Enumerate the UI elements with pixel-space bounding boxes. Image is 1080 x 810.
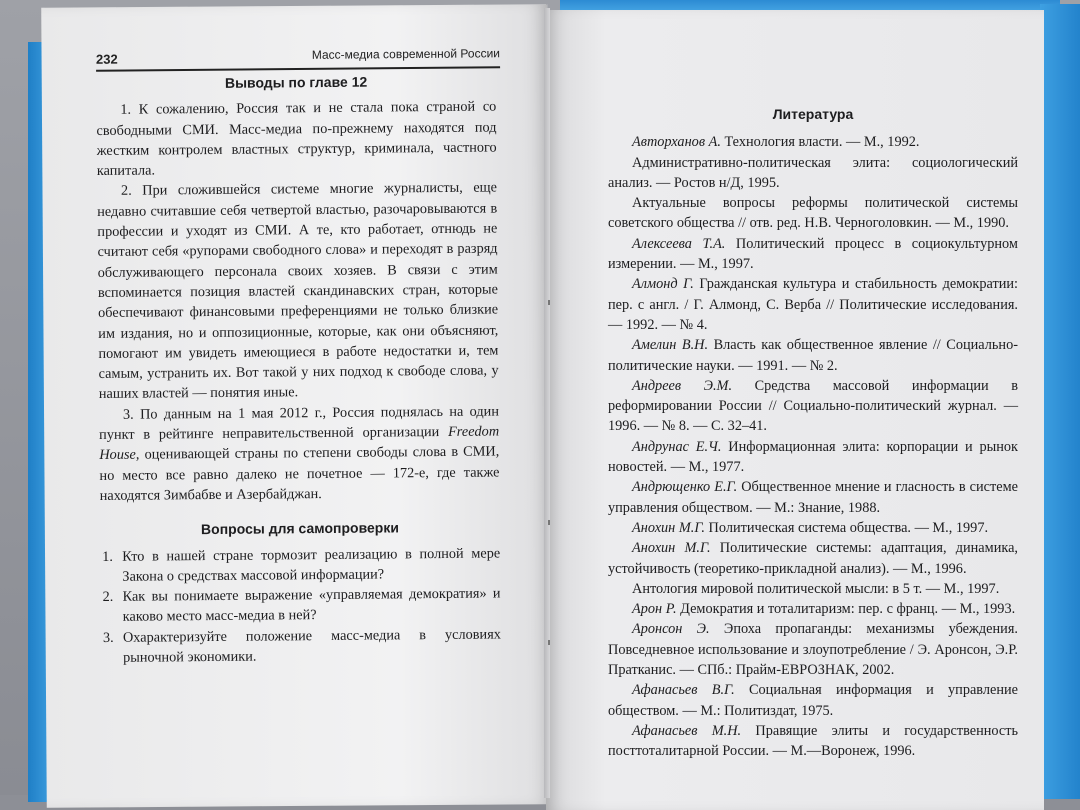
reference-author: Алмонд Г. [632,276,694,293]
paragraph-text: , оценивающей страны по степени свободы слова в СМИ, но место все равно далеко не почетное — 172-е, где также находятся Зимбабве и Азербайджан. [99,443,500,504]
reference-entry [608,335,1018,376]
running-head-title: Масс-медиа современной России [311,46,501,62]
reference-entry [608,376,1018,437]
reference-entry [608,721,1018,762]
reference-author: Амелин В.Н. [632,337,709,354]
reference-author: Андрющенко Е.Г. [632,479,738,496]
reference-text: Общественное мнение и гласность в системе управления обществом. — М.: Знание, 1988. [608,479,1018,516]
reference-text: Демократия и тоталитаризм: пер. с франц. — М., 1993. [676,601,1016,618]
reference-entry [608,579,1018,599]
reference-entry [608,153,1018,194]
literature-heading: Литература [772,106,854,122]
reference-text: Социальная информация и управление обществом. — М.: Политиздат, 1975. [608,682,1019,719]
right-page-text [608,104,1018,762]
reference-text: Актуальные вопросы реформы политической системы советского общества // отв. ред. Н.В. Черноголовкин. — М., 1990. [608,195,1018,232]
reference-text: Правящие элиты и государственность посттоталитарной России. — М.—Воронеж, 1996. [608,722,1018,760]
reference-entry [608,538,1018,579]
page-number: 232 [95,51,118,67]
reference-entry [608,437,1018,478]
reference-entry [608,132,1018,152]
running-head [96,46,500,72]
reference-entry [608,518,1018,538]
question-text: Как вы понимаете выражение «управляемая демократия» и каково место масс-медиа в ней? [122,585,501,626]
binding-stitch [548,300,550,305]
reference-entry [608,193,1018,234]
reference-text: Информационная элита: корпорации и рынок новостей. — М., 1977. [608,438,1018,476]
reference-text: Антология мировой политической мысли: в 5 т. — М., 1997. [632,580,1000,597]
paragraph: 1. К сожалению, Россия так и не стала пока страной со свободными СМИ. Масс-медиа по-прежнему находятся под жестким контролем властных структур, криминала, частного капитала. [96,98,497,180]
reference-author: Афанасьев М.Н. [632,722,742,739]
reference-text: Власть как общественное явление // Социально-политические науки. — 1991. — № 2. [608,337,1018,374]
reference-text: Политическая система общества. — М., 1997. [704,519,989,536]
reference-entry [608,234,1018,275]
reference-entry [608,619,1018,680]
binding-stitch [548,520,550,525]
question-number: 3. [102,629,114,646]
question-number: 1. [102,548,114,565]
paragraph-text: 3. По данным на 1 мая 2012 г., Россия поднялась на один пункт в рейтинге неправительственной организации [99,403,500,444]
reference-author: Афанасьев В.Г. [632,682,735,699]
question-item [100,584,500,628]
left-page-text [96,71,501,669]
reference-text: Политический процесс в социокультурном измерении. — М., 1997. [608,235,1018,273]
reference-entry [608,477,1018,518]
question-text: Кто в нашей стране тормозит реализацию в полной мере Закона о средствах массовой информации? [122,545,501,585]
reference-author: Арон Р. [632,601,677,618]
binding-stitch [548,640,550,645]
reference-entry [608,274,1018,335]
reference-entry [608,599,1018,619]
reference-author: Андреев Э.М. [632,377,733,394]
reference-entry [608,680,1018,721]
reference-text: Административно-политическая элита: социологический анализ. — Ростов н/Д, 1995. [608,154,1018,191]
reference-text: Политические системы: адаптация, динамика, устойчивость (теоретико-прикладной анализ). — М., 1996. [608,540,1018,577]
question-number: 2. [102,588,114,606]
question-item [101,624,501,668]
reference-author: Аронсон Э. [632,621,710,638]
reference-author: Андрунас Е.Ч. [632,438,722,455]
reference-author: Алексеева Т.А. [632,235,726,252]
book-gutter [544,8,550,798]
reference-text: Технология власти. — М., 1992. [720,134,920,151]
reference-author: Анохин М.Г. [632,519,705,536]
organization-name: Freedom House [99,423,500,464]
questions-heading: Вопросы для самопроверки [200,519,399,538]
paragraph [99,401,500,506]
conclusions-heading: Выводы по главе 12 [224,73,368,91]
paragraph: 2. При сложившейся системе многие журналисты, еще недавно считавшие себя четвертой властью, разочаровываются в профессии и уходят из СМИ. А те, кто работает, отнюдь не считают себя «рупорами свободного слова» и переходят в разряд обслуживающего персонала своих хозяев. В связи с этим вспоминается позиция властей скандинавских стран, которые обеспечивают финансовыми преференциями не только близкие им издания, но и оппозиционные, которые, как они объясняют, помогают им увидеть имеющиеся в работе недостатки и, тем самым, устранить их. Вот такой у них подход к свободе слова, у наших властей — понятия иные. [97,179,499,403]
question-item [100,543,500,587]
book-cover-right [1040,4,1080,799]
reference-author: Авторханов А. [632,134,721,151]
questions-list [100,543,501,668]
reference-text: Эпоха пропаганды: механизмы убеждения. Повседневное использование и злоупотребление / Э. Аронсон, Э.Р. Пратканис. — СПб.: Прайм-ЕВРОЗНАК, 2002. [608,621,1018,679]
reference-text: Гражданская культура и стабильность демократии: пер. с англ. / Г. Алмонд, С. Верба // Политические исследования. — 1992. — № 4. [608,276,1018,333]
reference-author: Анохин М.Г. [632,540,711,557]
reference-text: Средства массовой информации в реформировании России // Социально-политический журнал. — 1996. — № 8. — С. 32–41. [608,377,1018,435]
question-text: Охарактеризуйте положение масс-медиа в условиях рыночной экономики. [122,626,501,666]
reference-list [608,132,1018,761]
